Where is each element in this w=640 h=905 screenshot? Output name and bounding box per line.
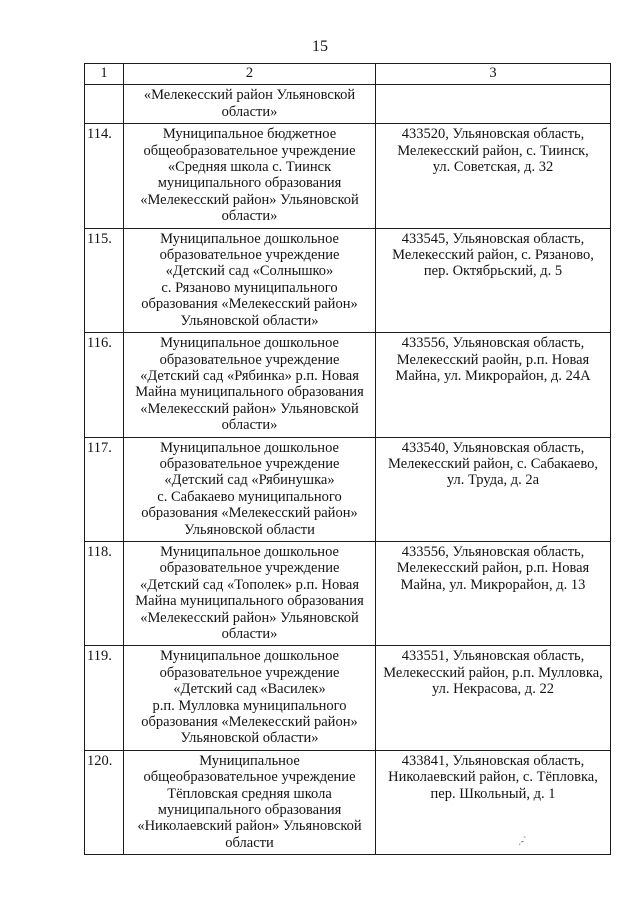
institution-address-line: Мелекесский район, р.п. Новая bbox=[396, 560, 590, 577]
table-header bbox=[85, 64, 611, 85]
institution-name-line: «Мелекесский район» Ульяновской bbox=[140, 609, 359, 626]
institution-address-line: ул. Советская, д. 32 bbox=[432, 159, 554, 176]
row-number: 114. bbox=[85, 124, 124, 228]
institution-name-line: области bbox=[225, 834, 274, 851]
table-row bbox=[85, 437, 611, 541]
table-row bbox=[85, 228, 611, 332]
institution-address bbox=[376, 646, 611, 750]
institution-name-line: Ульяновской области» bbox=[180, 312, 319, 329]
institution-name-line: образования «Мелекесский район» bbox=[141, 714, 358, 731]
institution-name-line: «Мелекесский район» Ульяновской bbox=[140, 400, 359, 417]
institution-name bbox=[124, 750, 376, 854]
institution-address-line: Мелекесский район, с. Рязаново, bbox=[392, 247, 594, 264]
institution-name-line: «Детский сад «Василек» bbox=[173, 681, 326, 698]
institution-name-line: Муниципальное дошкольное bbox=[160, 439, 339, 456]
institution-address-line: 433556, Ульяновская область, bbox=[401, 335, 585, 352]
institution-name-line: общеобразовательное учреждение bbox=[143, 142, 356, 159]
institution-address bbox=[376, 437, 611, 541]
institution-address-line: Майна, ул. Микрорайон, д. 24А bbox=[395, 367, 591, 384]
institution-name bbox=[124, 124, 376, 228]
institution-name-line: с. Рязаново муниципального bbox=[161, 279, 338, 296]
institution-name-line: «Мелекесский район Ульяновской bbox=[143, 87, 356, 104]
institution-name-line: «Средняя школа с. Тиинск bbox=[167, 159, 332, 176]
institution-name-line: образования «Мелекесский район» bbox=[141, 505, 358, 522]
institution-name bbox=[124, 437, 376, 541]
institution-name-line: образования «Мелекесский район» bbox=[141, 296, 358, 313]
institution-name-line: «Детский сад «Тополек» р.п. Новая bbox=[140, 576, 359, 593]
table-row bbox=[85, 541, 611, 645]
institution-address-line: 433556, Ульяновская область, bbox=[401, 543, 585, 560]
institutions-table bbox=[84, 63, 611, 855]
institution-name-line: образовательное учреждение bbox=[159, 455, 340, 472]
institution-name-line: области» bbox=[221, 208, 278, 225]
institution-name-line: «Мелекесский район» Ульяновской bbox=[140, 191, 359, 208]
institution-name-line: Муниципальное бюджетное bbox=[162, 126, 337, 143]
institution-name-line: Ульяновской области» bbox=[180, 730, 319, 747]
institution-name-line: с. Сабакаево муниципального bbox=[157, 488, 342, 505]
institution-name-line: муниципального образования bbox=[157, 175, 342, 192]
institution-name-line: Муниципальное дошкольное bbox=[160, 335, 339, 352]
institution-address-line: 433520, Ульяновская область, bbox=[401, 126, 585, 143]
institution-address-line: ул. Труда, д. 2а bbox=[446, 472, 540, 489]
row-number: 116. bbox=[85, 333, 124, 437]
institution-address-line: 433551, Ульяновская область, bbox=[401, 648, 585, 665]
institution-name bbox=[124, 228, 376, 332]
institution-address-line: ул. Некрасова, д. 22 bbox=[432, 681, 554, 698]
institution-address-line: Майна, ул. Микрорайон, д. 13 bbox=[400, 576, 586, 593]
page-number: 15 bbox=[312, 38, 328, 55]
institution-address-line: 433540, Ульяновская область, bbox=[401, 439, 585, 456]
row-number: 118. bbox=[85, 541, 124, 645]
institution-name-line: образовательное учреждение bbox=[159, 664, 340, 681]
institution-address bbox=[376, 750, 611, 854]
table-row bbox=[85, 333, 611, 437]
row-number: 115. bbox=[85, 228, 124, 332]
institution-address bbox=[376, 85, 611, 124]
institution-address-line: пер. Школьный, д. 1 bbox=[430, 785, 556, 802]
row-number: 117. bbox=[85, 437, 124, 541]
institution-name-line: Ульяновской области bbox=[184, 521, 315, 538]
institution-name-line: Майна муниципального образования bbox=[135, 384, 364, 401]
institution-name bbox=[124, 85, 376, 124]
institution-address-line: Мелекесский район, р.п. Мулловка, bbox=[383, 664, 603, 681]
column-header-address: 3 bbox=[376, 64, 611, 85]
institution-address bbox=[376, 541, 611, 645]
row-number bbox=[85, 85, 124, 124]
table-row bbox=[85, 646, 611, 750]
institution-address-line: Мелекесский район, с. Тиинск, bbox=[397, 142, 589, 159]
institution-name-line: «Николаевский район» Ульяновской bbox=[137, 818, 362, 835]
institution-address-line: Мелекесский район, с. Сабакаево, bbox=[388, 455, 598, 472]
institution-name-line: Тёпловская средняя школа bbox=[167, 785, 332, 802]
institution-name bbox=[124, 541, 376, 645]
row-number: 120. bbox=[85, 750, 124, 854]
institution-address-line: Николаевский район, с. Тёпловка, bbox=[388, 769, 598, 786]
institution-name-line: «Детский сад «Рябинушка» bbox=[164, 472, 335, 489]
scan-mark: .-` bbox=[516, 835, 529, 848]
institution-name-line: «Детский сад «Рябинка» р.п. Новая bbox=[140, 367, 359, 384]
institution-address bbox=[376, 333, 611, 437]
header-row bbox=[85, 64, 611, 85]
institution-name-line: области» bbox=[221, 626, 278, 642]
column-header-name: 2 bbox=[124, 64, 376, 85]
institution-name-line: области» bbox=[221, 103, 278, 120]
institution-name-line: области» bbox=[221, 417, 278, 434]
institution-address-line: 433545, Ульяновская область, bbox=[401, 230, 585, 247]
institution-name-line: Муниципальное дошкольное bbox=[160, 648, 339, 665]
column-header-number: 1 bbox=[85, 64, 124, 85]
institution-name-line: образовательное учреждение bbox=[159, 247, 340, 264]
institution-name bbox=[124, 646, 376, 750]
institution-address-line: 433841, Ульяновская область, bbox=[401, 752, 585, 769]
institution-name bbox=[124, 333, 376, 437]
table-row bbox=[85, 750, 611, 854]
table-row bbox=[85, 124, 611, 228]
institution-name-line: р.п. Мулловка муниципального bbox=[152, 697, 347, 714]
institution-name-line: Майна муниципального образования bbox=[135, 593, 364, 610]
institution-address bbox=[376, 124, 611, 228]
row-number: 119. bbox=[85, 646, 124, 750]
institution-name-line: «Детский сад «Солнышко» bbox=[165, 263, 334, 280]
institution-name-line: общеобразовательное учреждение bbox=[143, 769, 356, 786]
table-row bbox=[85, 85, 611, 124]
institution-name-line: муниципального образования bbox=[157, 802, 342, 819]
institution-name-line: Муниципальное bbox=[199, 752, 300, 769]
institution-name-line: образовательное учреждение bbox=[159, 351, 340, 368]
table-body bbox=[85, 85, 611, 855]
institution-name-line: образовательное учреждение bbox=[159, 560, 340, 577]
institution-address-line: Мелекесский раойн, р.п. Новая bbox=[396, 351, 590, 368]
institution-address bbox=[376, 228, 611, 332]
institution-name-line: Муниципальное дошкольное bbox=[160, 543, 339, 560]
institution-name-line: Муниципальное дошкольное bbox=[160, 230, 339, 247]
institution-address-line: пер. Октябрьский, д. 5 bbox=[423, 263, 563, 280]
